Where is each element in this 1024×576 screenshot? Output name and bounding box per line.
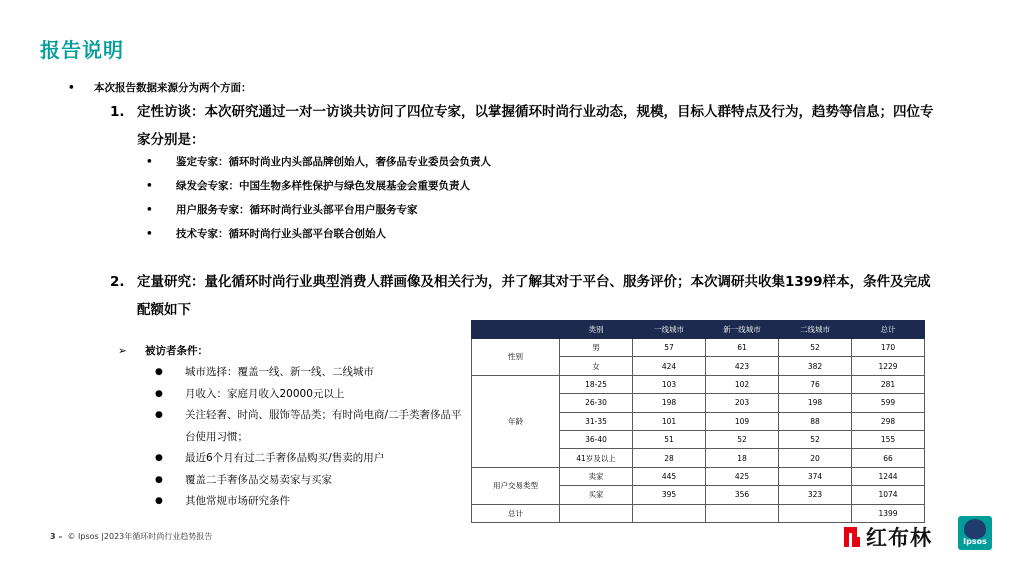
conditions-heading — [118, 343, 208, 358]
table-cell: 51 — [633, 430, 706, 448]
section-number: 1. — [110, 104, 125, 120]
table-cell: 20 — [779, 449, 852, 467]
table-header: 类别 — [560, 321, 633, 339]
table-cell: 男 — [560, 339, 633, 357]
table-cell: 170 — [852, 339, 925, 357]
list-item: • 鉴定专家：循环时尚业内头部品牌创始人，奢侈品专业委员会负责人 — [146, 156, 491, 168]
brand-logo — [842, 522, 932, 552]
table-cell: 425 — [706, 467, 779, 485]
list-item: ● 覆盖二手奢侈品交易卖家与买家 — [155, 473, 332, 486]
table-header: 二线城市 — [779, 321, 852, 339]
table-cell: 66 — [852, 449, 925, 467]
section-qualitative — [110, 98, 940, 154]
section-number: 2. — [110, 274, 125, 290]
list-item: ● 其他常规市场研究条件 — [155, 495, 290, 507]
list-item: ● 关注轻奢、时尚、服饰等品类；有时尚电商/二手类奢侈品平台使用习惯； — [155, 409, 462, 443]
table-cell: 101 — [633, 412, 706, 430]
table-cell — [560, 504, 633, 522]
table-cell: 423 — [706, 357, 779, 375]
ipsos-logo — [958, 516, 992, 550]
footer-text: © Ipsos |2023年循环时尚行业趋势报告 — [67, 532, 213, 541]
list-item: • 绿发会专家：中国生物多样性保护与绿色发展基金会重要负责人 — [146, 180, 470, 192]
list-item: ● 城市选择：覆盖一线、新一线、二线城市 — [155, 366, 374, 378]
table-cell: 52 — [706, 430, 779, 448]
table-cell: 1074 — [852, 486, 925, 504]
table-cell: 198 — [779, 394, 852, 412]
table-cell: 61 — [706, 339, 779, 357]
table-cell: 281 — [852, 375, 925, 393]
expert-text: 绿发会专家：中国生物多样性保护与绿色发展基金会重要负责人 — [176, 180, 470, 192]
table-cell: 599 — [852, 394, 925, 412]
table-row — [472, 375, 925, 393]
ipsos-arc-icon — [964, 519, 986, 539]
table-cell: 卖家 — [560, 467, 633, 485]
group-label: 用户交易类型 — [472, 467, 560, 504]
expert-text: 用户服务专家：循环时尚行业头部平台用户服务专家 — [176, 204, 418, 216]
expert-list — [146, 154, 491, 250]
ipsos-logo-text: Ipsos — [963, 537, 987, 546]
table-cell: 382 — [779, 357, 852, 375]
condition-text: 月收入：家庭月收入20000元以上 — [185, 387, 345, 400]
table-cell: 88 — [779, 412, 852, 430]
condition-text: 覆盖二手奢侈品交易卖家与买家 — [185, 473, 332, 486]
quota-table — [471, 320, 925, 523]
table-cell: 买家 — [560, 486, 633, 504]
table-cell: 1244 — [852, 467, 925, 485]
table-cell: 18 — [706, 449, 779, 467]
table-cell: 424 — [633, 357, 706, 375]
condition-text: 关注轻奢、时尚、服饰等品类；有时尚电商/二手类奢侈品平台使用习惯； — [185, 409, 462, 443]
table-header-row — [472, 321, 925, 339]
total-value: 1399 — [852, 504, 925, 522]
list-item: • 用户服务专家：循环时尚行业头部平台用户服务专家 — [146, 204, 418, 216]
section-quantitative — [110, 268, 940, 324]
table-cell: 203 — [706, 394, 779, 412]
table-cell: 323 — [779, 486, 852, 504]
table-cell: 76 — [779, 375, 852, 393]
expert-text: 技术专家：循环时尚行业头部平台联合创始人 — [176, 228, 386, 240]
expert-text: 鉴定专家：循环时尚业内头部品牌创始人，奢侈品专业委员会负责人 — [176, 156, 491, 168]
condition-text: 最近6个月有过二手奢侈品购买/售卖的用户 — [185, 452, 385, 464]
total-label: 总计 — [472, 504, 560, 522]
table-cell: 356 — [706, 486, 779, 504]
table-cell: 女 — [560, 357, 633, 375]
list-item: • 技术专家：循环时尚行业头部平台联合创始人 — [146, 228, 386, 240]
table-header — [472, 321, 560, 339]
table-cell: 52 — [779, 339, 852, 357]
table-cell — [706, 504, 779, 522]
conditions-heading-text: 被访者条件： — [145, 345, 208, 357]
condition-text: 其他常规市场研究条件 — [185, 495, 290, 507]
intro-line — [68, 80, 252, 95]
table-cell: 18-25 — [560, 375, 633, 393]
table-cell: 36-40 — [560, 430, 633, 448]
group-label: 性别 — [472, 339, 560, 376]
condition-text: 城市选择：覆盖一线、新一线、二线城市 — [185, 366, 374, 378]
table-cell: 1229 — [852, 357, 925, 375]
intro-text: 本次报告数据来源分为两个方面： — [94, 82, 252, 94]
table-header: 一线城市 — [633, 321, 706, 339]
page-title: 报告说明 — [40, 38, 124, 62]
table-cell: 52 — [779, 430, 852, 448]
section-text: 定性访谈：本次研究通过一对一访谈共访问了四位专家，以掌握循环时尚行业动态，规模，目标人群特点及行为，趋势等信息；四位专家分别是： — [137, 104, 934, 148]
table-cell: 155 — [852, 430, 925, 448]
arrow-bullet-icon: ➢ — [118, 345, 127, 357]
table-cell: 103 — [633, 375, 706, 393]
table-cell: 57 — [633, 339, 706, 357]
conditions-list — [155, 362, 465, 513]
group-label: 年龄 — [472, 375, 560, 467]
table-row — [472, 339, 925, 357]
table-cell — [779, 504, 852, 522]
table-cell: 374 — [779, 467, 852, 485]
table-cell: 445 — [633, 467, 706, 485]
section-text: 定量研究：量化循环时尚行业典型消费人群画像及相关行为，并了解其对于平台、服务评价；本次调研共收集1399样本，条件及完成配额如下 — [137, 274, 931, 318]
table-cell — [633, 504, 706, 522]
bullet: • — [68, 82, 75, 94]
footer — [50, 531, 212, 542]
table-cell: 102 — [706, 375, 779, 393]
list-item: ● 最近6个月有过二手奢侈品购买/售卖的用户 — [155, 452, 385, 464]
table-cell: 31-35 — [560, 412, 633, 430]
list-item: ● 月收入：家庭月收入20000元以上 — [155, 387, 345, 400]
table-cell: 198 — [633, 394, 706, 412]
brand-logo-text: 红布林 — [866, 526, 932, 550]
table-row — [472, 504, 925, 522]
brand-mark-icon — [842, 525, 862, 549]
table-header: 新一线城市 — [706, 321, 779, 339]
table-cell: 41岁及以上 — [560, 449, 633, 467]
table-row — [472, 467, 925, 485]
table-cell: 298 — [852, 412, 925, 430]
table-cell: 28 — [633, 449, 706, 467]
table-header: 总计 — [852, 321, 925, 339]
table-cell: 395 — [633, 486, 706, 504]
table-cell: 109 — [706, 412, 779, 430]
table-cell: 26-30 — [560, 394, 633, 412]
page-number: 3 – — [50, 532, 63, 541]
